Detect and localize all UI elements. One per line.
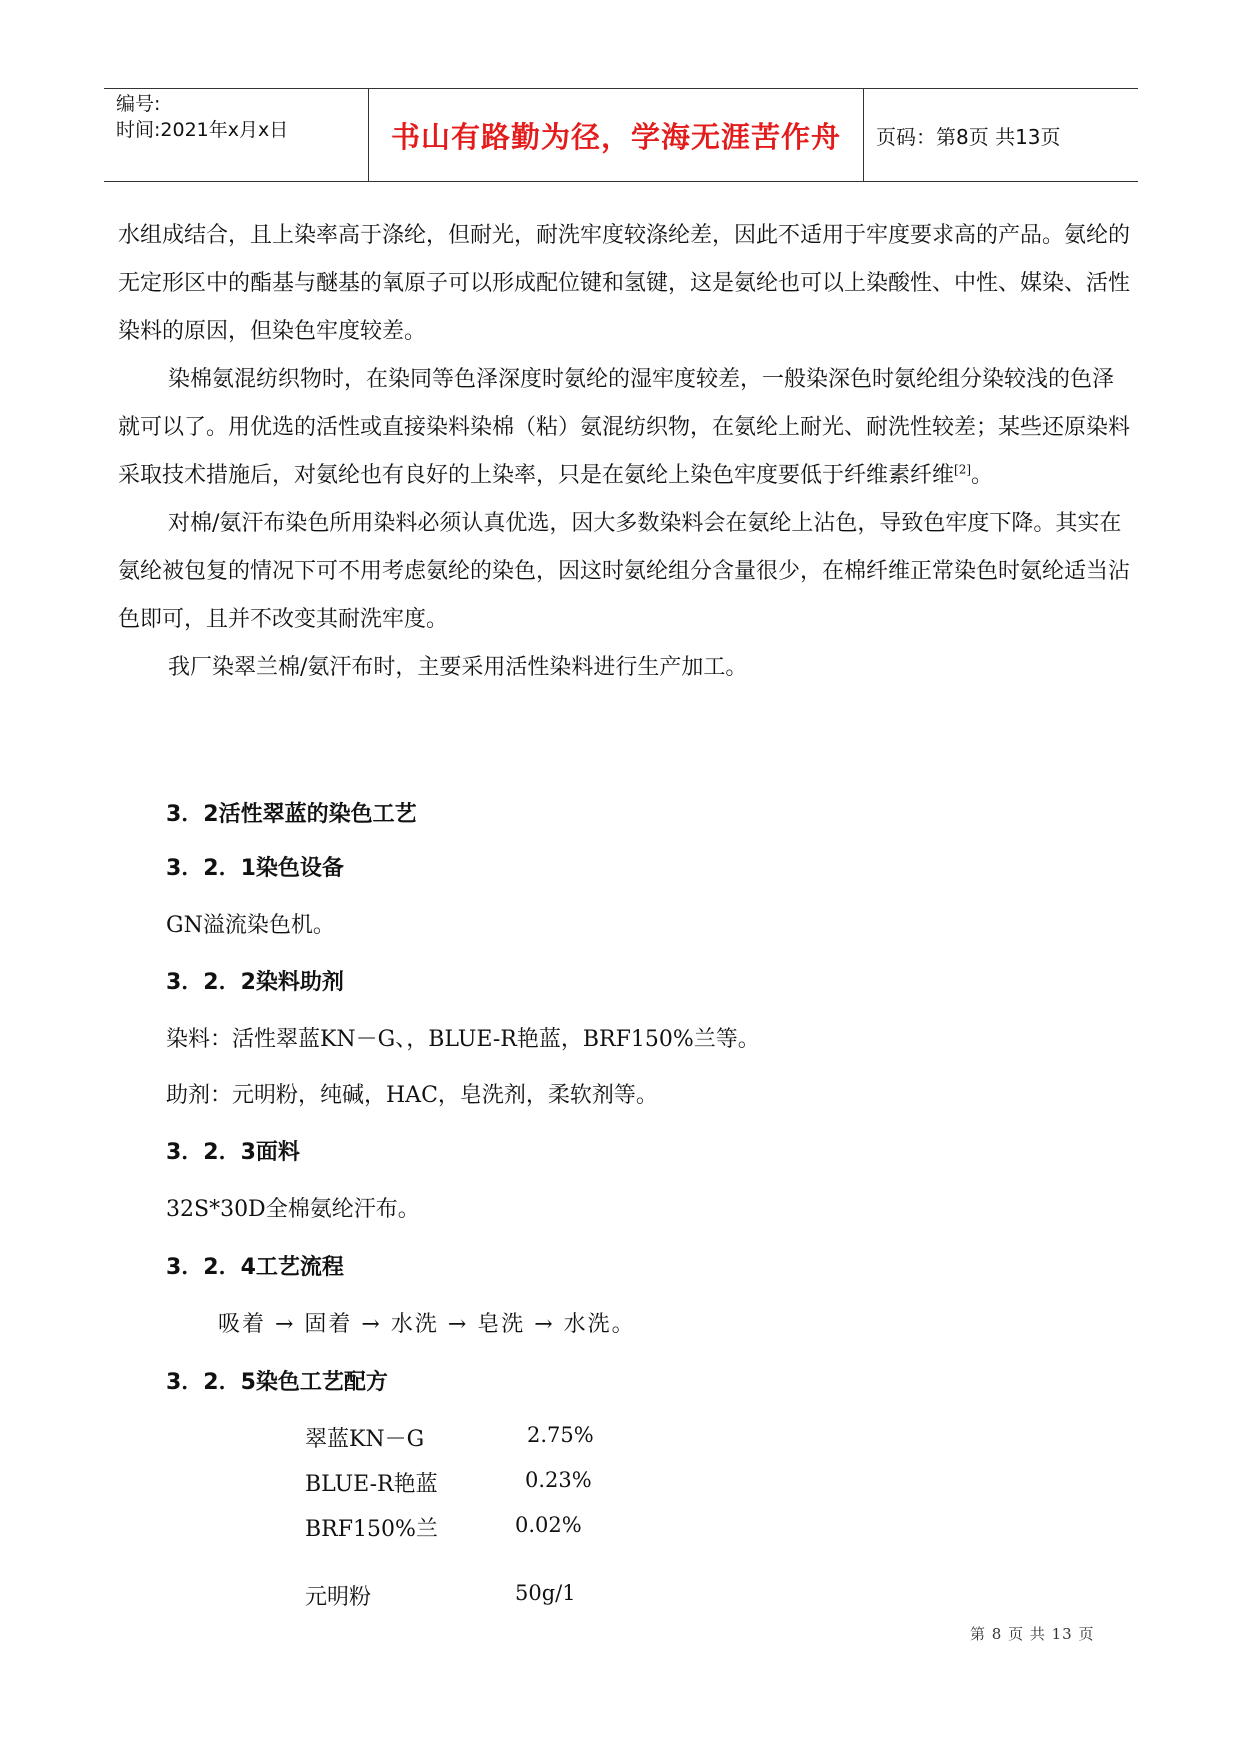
process-flow: 吸着 → 固着 → 水洗 → 皂洗 → 水洗。 (218, 1312, 636, 1337)
recipe-name: BRF150%兰 (305, 1517, 438, 1542)
page-footer: 第 8 页 共 13 页 (970, 1625, 1095, 1643)
paragraph-2-text: 染棉氨混纺织物时，在染同等色泽深度时氨纶的湿牢度较差，一般染深色时氨纶组分染较浅的色泽就可以了。用优选的活性或直接染料染棉（粘）氨混纺织物，在氨纶上耐光、耐洗性较差；某些还原染料采取技术措施后，对氨纶也有良好的上染率，只是在氨纶上染色牢度要低于纤维素纤维 (118, 367, 1131, 488)
recipe-name: 翠蓝KN－G (305, 1427, 425, 1452)
recipe-name: BLUE-R艳蓝 (305, 1472, 438, 1497)
section-heading-3-2-1: 3．2．1染色设备 (166, 856, 344, 881)
paragraph-2 (118, 356, 1132, 500)
header-motto-cell (368, 89, 864, 181)
page-header (104, 88, 1138, 182)
paragraph-1: 水组成结合，且上染率高于涤纶，但耐光，耐洗牢度较涤纶差，因此不适用于牢度要求高的产品。氨纶的无定形区中的酯基与醚基的氧原子可以形成配位键和氢键，这是氨纶也可以上染酸性、中性、媒染、活性染料的原因，但染色牢度较差。 (118, 223, 1131, 344)
recipe-value: 2.75% (527, 1423, 594, 1447)
section-heading-3-2-3: 3．2．3面料 (166, 1140, 300, 1165)
paragraph-2-end: 。 (971, 463, 994, 488)
body-text (118, 212, 1132, 692)
fabric-line: 32S*30D全棉氨纶汗布。 (166, 1197, 420, 1222)
section-heading-3-2-2: 3．2．2染料助剂 (166, 970, 344, 995)
header-page-label: 页码：第8页 共13页 (876, 124, 1061, 149)
equipment-line: GN溢流染色机。 (166, 913, 335, 938)
citation-ref: [2] (954, 462, 972, 477)
dyes-line: 染料：活性翠蓝KN－G、，BLUE-R艳蓝，BRF150%兰等。 (166, 1027, 760, 1052)
document-time-label: 时间:2021年x月x日 (116, 119, 289, 141)
header-page-cell (864, 89, 1138, 181)
recipe-value: 0.23% (525, 1468, 592, 1492)
header-meta (116, 89, 356, 181)
section-heading-3-2: 3．2活性翠蓝的染色工艺 (166, 802, 417, 827)
header-motto: 书山有路勤为径，学海无涯苦作舟 (390, 119, 841, 154)
paragraph-3: 对棉/氨汗布染色所用染料必须认真优选，因大多数染料会在氨纶上沾色，导致色牢度下降。其实在氨纶被包复的情况下可不用考虑氨纶的染色，因这时氨纶组分含量很少，在棉纤维正常染色时氨纶适当沾色即可，且并不改变其耐洗牢度。 (118, 511, 1131, 632)
paragraph-4: 我厂染翠兰棉/氨汗布时，主要采用活性染料进行生产加工。 (168, 655, 748, 680)
section-heading-3-2-4: 3．2．4工艺流程 (166, 1255, 344, 1280)
document-number-label: 编号: (116, 93, 161, 115)
recipe-name: 元明粉 (305, 1585, 372, 1610)
recipe-value: 0.02% (515, 1513, 582, 1537)
recipe-value: 50g/1 (515, 1581, 576, 1605)
section-heading-3-2-5: 3．2．5染色工艺配方 (166, 1370, 388, 1395)
auxiliaries-line: 助剂：元明粉，纯碱，HAC，皂洗剂，柔软剂等。 (166, 1083, 658, 1108)
